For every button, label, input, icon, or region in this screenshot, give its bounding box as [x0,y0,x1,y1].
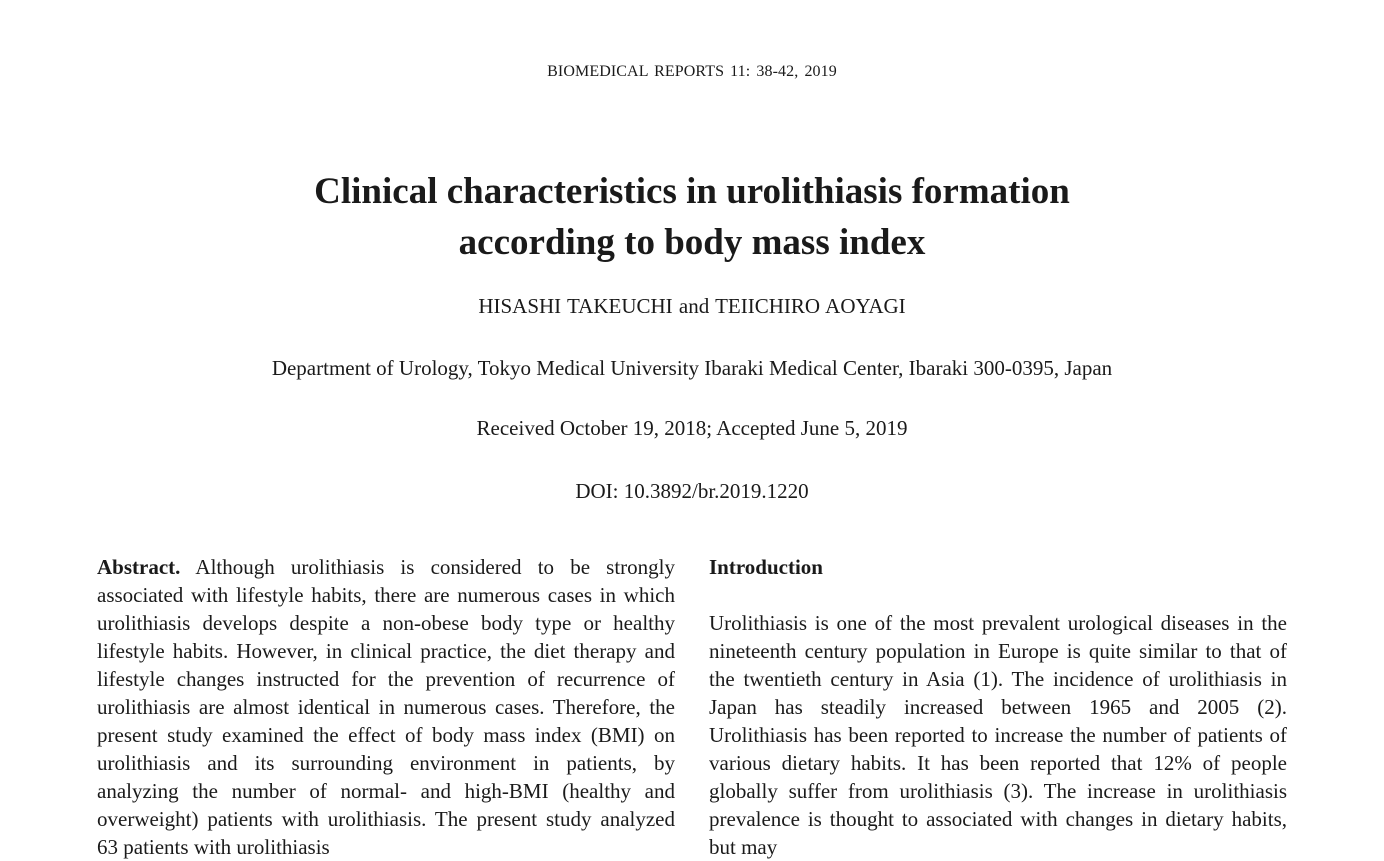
authors: HISASHI TAKEUCHI and TEIICHIRO AOYAGI [478,294,906,318]
journal-header: BIOMEDICAL REPORTS 11: 38-42, 2019 [547,63,837,80]
abstract-label: Abstract. [97,555,181,579]
received-accepted-dates: Received October 19, 2018; Accepted June 5, 2019 [476,416,908,440]
abstract-column [97,553,675,861]
introduction-paragraph: Urolithiasis is one of the most prevalent urological diseases in the nineteenth century population in Europe is quite similar to that of the twentieth century in Asia (1). The incidence of urolithiasis in Japan has steadily increased between 1965 and 2005 (2). Urolithiasis has been reported to increase the number of patients of various dietary habits. It has been reported that 12% of people globally suffer from urolithiasis (3). The increase in urolithiasis prevalence is thought to associated with changes in dietary habits, but may [709,611,1287,859]
title-line-1: Clinical characteristics in urolithiasis formation [314,171,1070,212]
abstract-text: Although urolithiasis is considered to be strongly associated with lifestyle habits, there are numerous cases in which urolithiasis develops despite a non-obese body type or healthy lifestyle habits. However, in clinical practice, the diet therapy and lifestyle changes instructed for the prevention of recurrence of urolithiasis are almost identical in numerous cases. Therefore, the present study examined the effect of body mass index (BMI) on urolithiasis and its surrounding environment in patients, by analyzing the number of normal- and high-BMI (healthy and overweight) patients with urolithiasis. The present study analyzed 63 patients with urolithiasis [97,555,676,859]
abstract-paragraph [97,553,675,861]
introduction-heading: Introduction [709,555,823,579]
introduction-column [709,553,1287,861]
affiliation: Department of Urology, Tokyo Medical University Ibaraki Medical Center, Ibaraki 300-0395, Japan [271,356,1113,380]
title-line-2: according to body mass index [458,222,926,263]
article-title [0,166,1384,268]
doi: DOI: 10.3892/br.2019.1220 [575,479,809,503]
